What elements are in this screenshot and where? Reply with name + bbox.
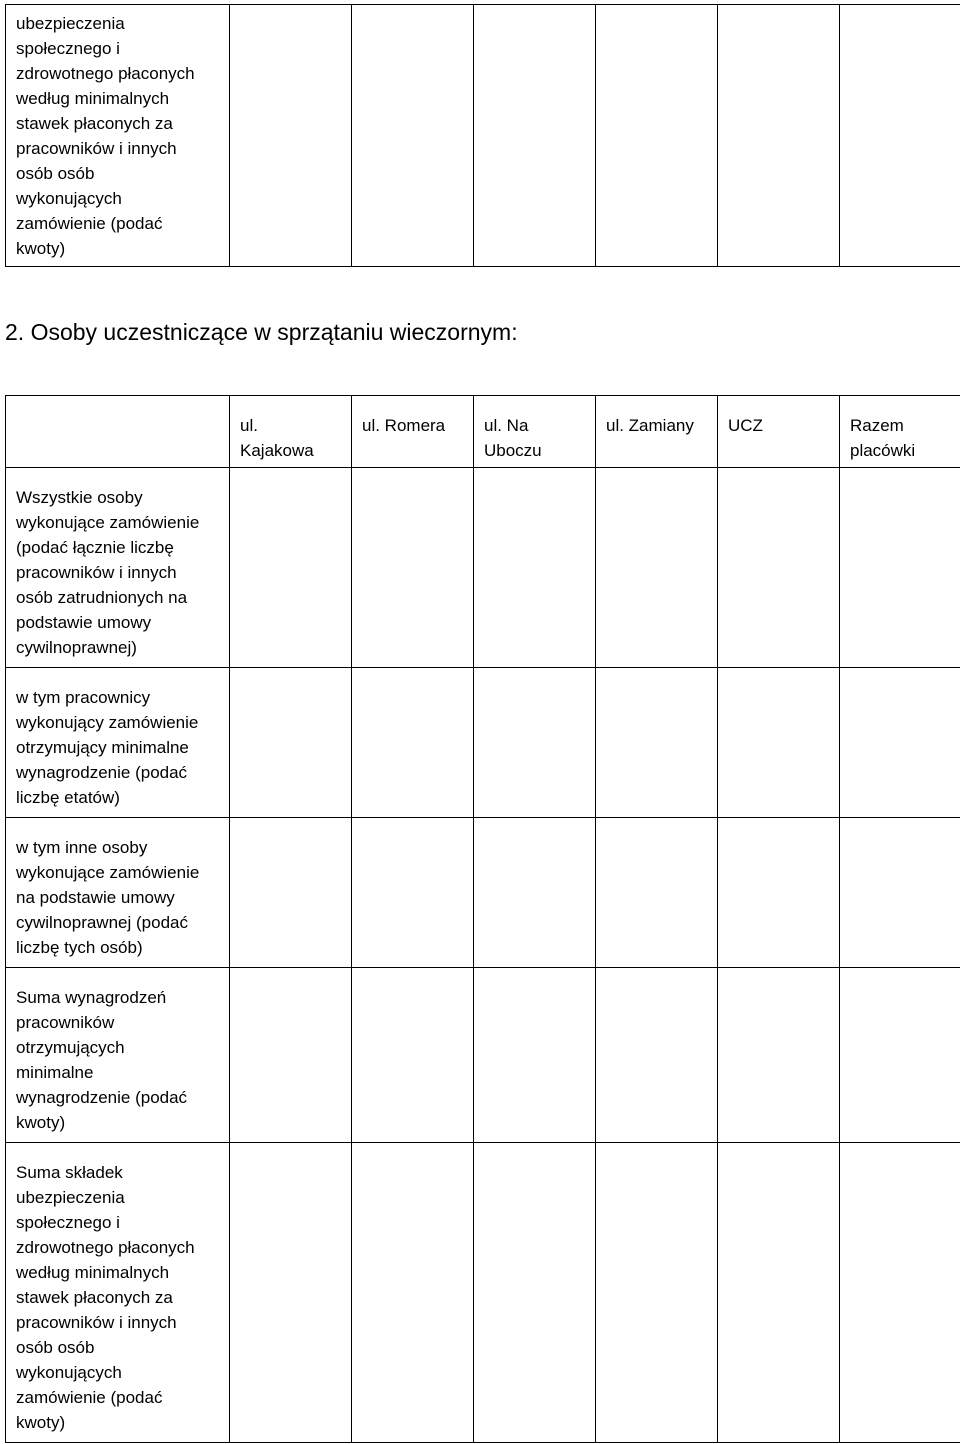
table-cell[interactable]	[474, 1143, 596, 1443]
table-cell[interactable]	[718, 668, 840, 818]
table-cell[interactable]	[596, 468, 718, 668]
table-cell[interactable]	[840, 1143, 960, 1443]
table-cell[interactable]	[840, 818, 960, 968]
table-cell[interactable]	[718, 5, 840, 267]
table-cell[interactable]	[840, 968, 960, 1143]
row-label: ubezpieczenia społecznego i zdrowotnego płaconych według minimalnych stawek płaconych za pracowników i innych osób osób wykonujących zamówienie (podać kwoty)	[6, 5, 230, 267]
table-cell[interactable]	[352, 1143, 474, 1443]
table-cell[interactable]	[718, 818, 840, 968]
row-label: Suma składek ubezpieczenia społecznego i zdrowotnego płaconych według minimalnych stawek płaconych za pracowników i innych osób osób wykonujących zamówienie (podać kwoty)	[6, 1143, 230, 1443]
table-cell[interactable]	[718, 1143, 840, 1443]
header-cell-zamiany: ul. Zamiany	[596, 396, 718, 468]
table-cell[interactable]	[718, 968, 840, 1143]
row-label: w tym inne osoby wykonujące zamówienie na podstawie umowy cywilnoprawnej (podać liczbę tych osób)	[6, 818, 230, 968]
table-cell[interactable]	[352, 5, 474, 267]
table-cell[interactable]	[718, 468, 840, 668]
table-cell[interactable]	[230, 5, 352, 267]
table-cell[interactable]	[596, 668, 718, 818]
table-cell[interactable]	[474, 968, 596, 1143]
table-row	[6, 818, 960, 968]
table-cell[interactable]	[352, 968, 474, 1143]
table-cell[interactable]	[596, 5, 718, 267]
table-cell[interactable]	[840, 5, 960, 267]
table-cell[interactable]	[352, 818, 474, 968]
section-heading: 2. Osoby uczestniczące w sprzątaniu wieczornym:	[5, 319, 518, 345]
table-row	[6, 468, 960, 668]
persons-table	[5, 395, 960, 1443]
table-row	[6, 968, 960, 1143]
header-cell-ucz: UCZ	[718, 396, 840, 468]
table-cell[interactable]	[596, 1143, 718, 1443]
row-label: w tym pracownicy wykonujący zamówienie otrzymujący minimalne wynagrodzenie (podać liczbę etatów)	[6, 668, 230, 818]
table-cell[interactable]	[596, 818, 718, 968]
table-cell[interactable]	[230, 818, 352, 968]
table-cell[interactable]	[230, 968, 352, 1143]
header-cell-romera: ul. Romera	[352, 396, 474, 468]
table-cell[interactable]	[230, 1143, 352, 1443]
header-cell-razem: Razem placówki	[840, 396, 960, 468]
table-cell[interactable]	[230, 668, 352, 818]
header-cell-na-uboczu: ul. Na Uboczu	[474, 396, 596, 468]
table-cell[interactable]	[840, 668, 960, 818]
header-cell-kajakowa: ul. Kajakowa	[230, 396, 352, 468]
table-cell[interactable]	[474, 468, 596, 668]
continued-table	[5, 4, 960, 267]
table-cell[interactable]	[230, 468, 352, 668]
table-header-row	[6, 396, 960, 468]
table-cell[interactable]	[596, 968, 718, 1143]
table-cell[interactable]	[840, 468, 960, 668]
table-row	[6, 668, 960, 818]
table-cell[interactable]	[474, 5, 596, 267]
table-cell[interactable]	[474, 668, 596, 818]
row-label: Suma wynagrodzeń pracowników otrzymujących minimalne wynagrodzenie (podać kwoty)	[6, 968, 230, 1143]
header-cell-empty	[6, 396, 230, 468]
table-cell[interactable]	[474, 818, 596, 968]
table-row	[6, 1143, 960, 1443]
table-cell[interactable]	[352, 468, 474, 668]
table-row	[6, 5, 960, 267]
row-label: Wszystkie osoby wykonujące zamówienie (podać łącznie liczbę pracowników i innych osób zatrudnionych na podstawie umowy cywilnoprawnej)	[6, 468, 230, 668]
table-cell[interactable]	[352, 668, 474, 818]
